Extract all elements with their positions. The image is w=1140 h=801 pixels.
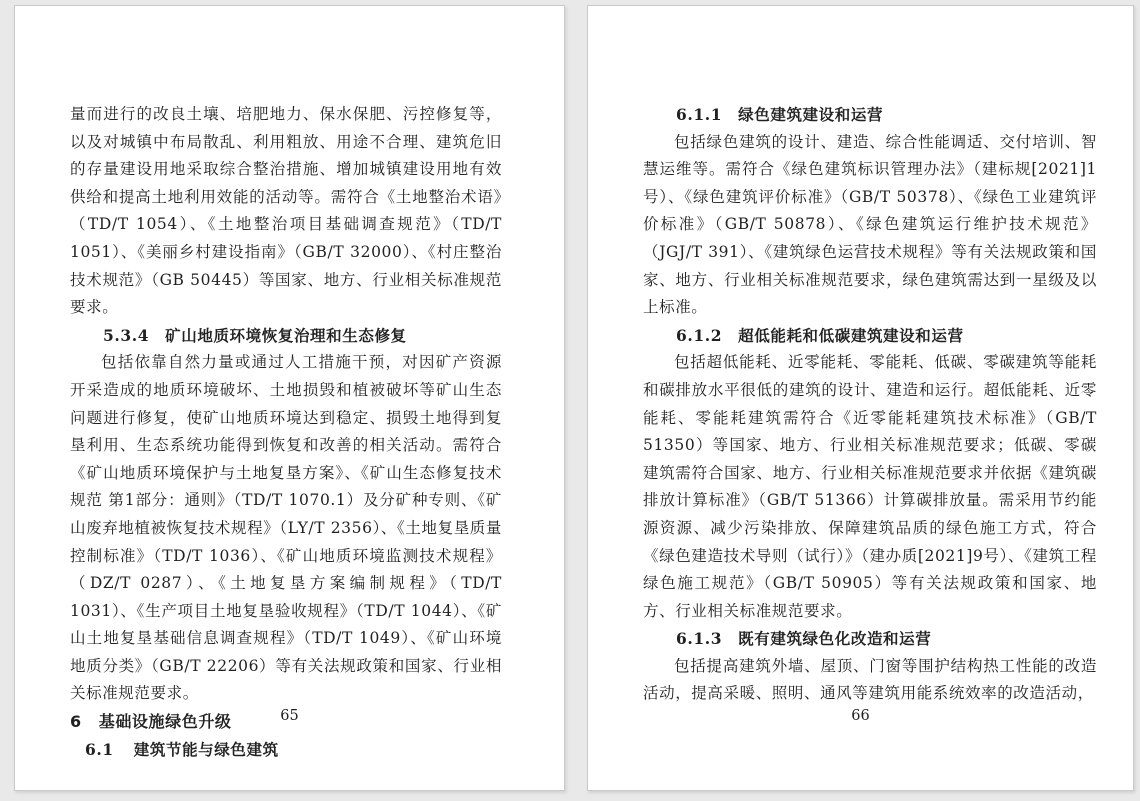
page-66-footer: [588, 708, 1133, 724]
subsection-heading: [643, 101, 1097, 129]
page-66-content: [643, 101, 1097, 708]
heading-title: 基础设施绿色升级: [98, 712, 232, 732]
page-65: [14, 5, 565, 791]
subsection-heading: [643, 322, 1097, 350]
subsection-heading: [643, 625, 1097, 653]
heading-title: 超低能耗和低碳建筑建设和运营: [738, 325, 964, 345]
heading-number: 6.1.3: [676, 629, 723, 649]
body-paragraph: 量而进行的改良土壤、培肥地力、保水保肥、污控修复等，以及对城镇中布局散乱、利用粗放、用途不合理、建筑危旧的存量建设用地采取综合整治措施、增加城镇建设用地有效供给和提高土地利用效能的活动等。需符合《土地整治术语》（TD/T 1054）、《土地整治项目基础调查规范》（TD/T 1051）、《美丽乡村建设指南》（GB/T 32000）、《村庄整治技术规范》（GB 50445）等国家、地方、行业相关标准规范要求。: [70, 105, 502, 317]
body-paragraph: 包括绿色建筑的设计、建造、综合性能调适、交付培训、智慧运维等。需符合《绿色建筑标识管理办法》（建标规[2021]1号）、《绿色建筑评价标准》（GB/T 50378）、《绿色工业建筑评价标准》（GB/T 50878）、《绿色建筑运行维护技术规范》（JGJ/T 391）、《建筑绿色运营技术规程》等有关法规政策和国家、地方、行业相关标准规范要求，绿色建筑需达到一星级及以上标准。: [643, 132, 1097, 317]
body-paragraph: 包括依靠自然力量或通过人工措施干预，对因矿产资源开采造成的地质环境破坏、土地损毁和植被破坏等矿山生态问题进行修复，使矿山地质环境达到稳定、损毁土地得到复垦利用、生态系统功能得到恢复和改善的相关活动。需符合《矿山地质环境保护与土地复垦方案》、《矿山生态修复技术规范 第1部分：通则》（TD/T 1070.1）及分矿种专则、《矿山废弃地植被恢复技术规程》（LY/T 2356）、《土地复垦质量控制标准》（TD/T 1036）、《矿山地质环境监测技术规程》（DZ/T 0287）、《土地复垦方案编制规程》（TD/T 1031）、《生产项目土地复垦验收规程》（TD/T 1044）、《矿山土地复垦基础信息调查规程》（TD/T 1049）、《矿山环境地质分类》（GB/T 22206）等有关法规政策和国家、行业相关标准规范要求。: [70, 353, 502, 703]
page-66: [587, 5, 1134, 791]
body-paragraph: 包括提高建筑外墙、屋顶、门窗等围护结构热工性能的改造活动，提高采暖、照明、通风等建筑用能系统效率的改造活动，: [643, 656, 1097, 703]
heading-title: 绿色建筑建设和运营: [738, 105, 884, 124]
page-number: 65: [280, 708, 299, 724]
heading-title: 矿山地质环境恢复治理和生态修复: [165, 325, 407, 345]
heading-title: 既有建筑绿色化改造和运营: [738, 629, 932, 649]
heading-number: 6.1: [85, 739, 114, 759]
body-paragraph: 包括超低能耗、近零能耗、零能耗、低碳、零碳建筑等能耗和碳排放水平很低的建筑的设计、建造和运行。超低能耗、近零能耗、零能耗建筑需符合《近零能耗建筑技术标准》（GB/T 51350）等国家、地方、行业相关标准规范要求；低碳、零碳建筑需符合国家、地方、行业相关标准规范要求并依据《建筑碳排放计算标准》（GB/T 51366）计算碳排放量。需采用节约能源资源、减少污染排放、保障建筑品质的绿色施工方式，符合《绿色建造技术导则（试行）》（建办质[2021]9号）、《建筑工程绿色施工规范》（GB/T 50905）等有关法规政策和国家、地方、行业相关标准规范要求。: [643, 353, 1097, 620]
page-number: 66: [851, 708, 870, 724]
page-65-footer: [15, 708, 564, 724]
page-65-content: [70, 101, 502, 763]
heading-title: 建筑节能与绿色建筑: [133, 739, 279, 759]
heading-number: 6: [70, 712, 82, 732]
heading-number: 6.1.1: [676, 105, 723, 124]
heading-number: 5.3.4: [103, 325, 150, 345]
subsection-heading: [70, 322, 502, 350]
section-heading: [70, 736, 502, 764]
heading-number: 6.1.2: [676, 325, 723, 345]
